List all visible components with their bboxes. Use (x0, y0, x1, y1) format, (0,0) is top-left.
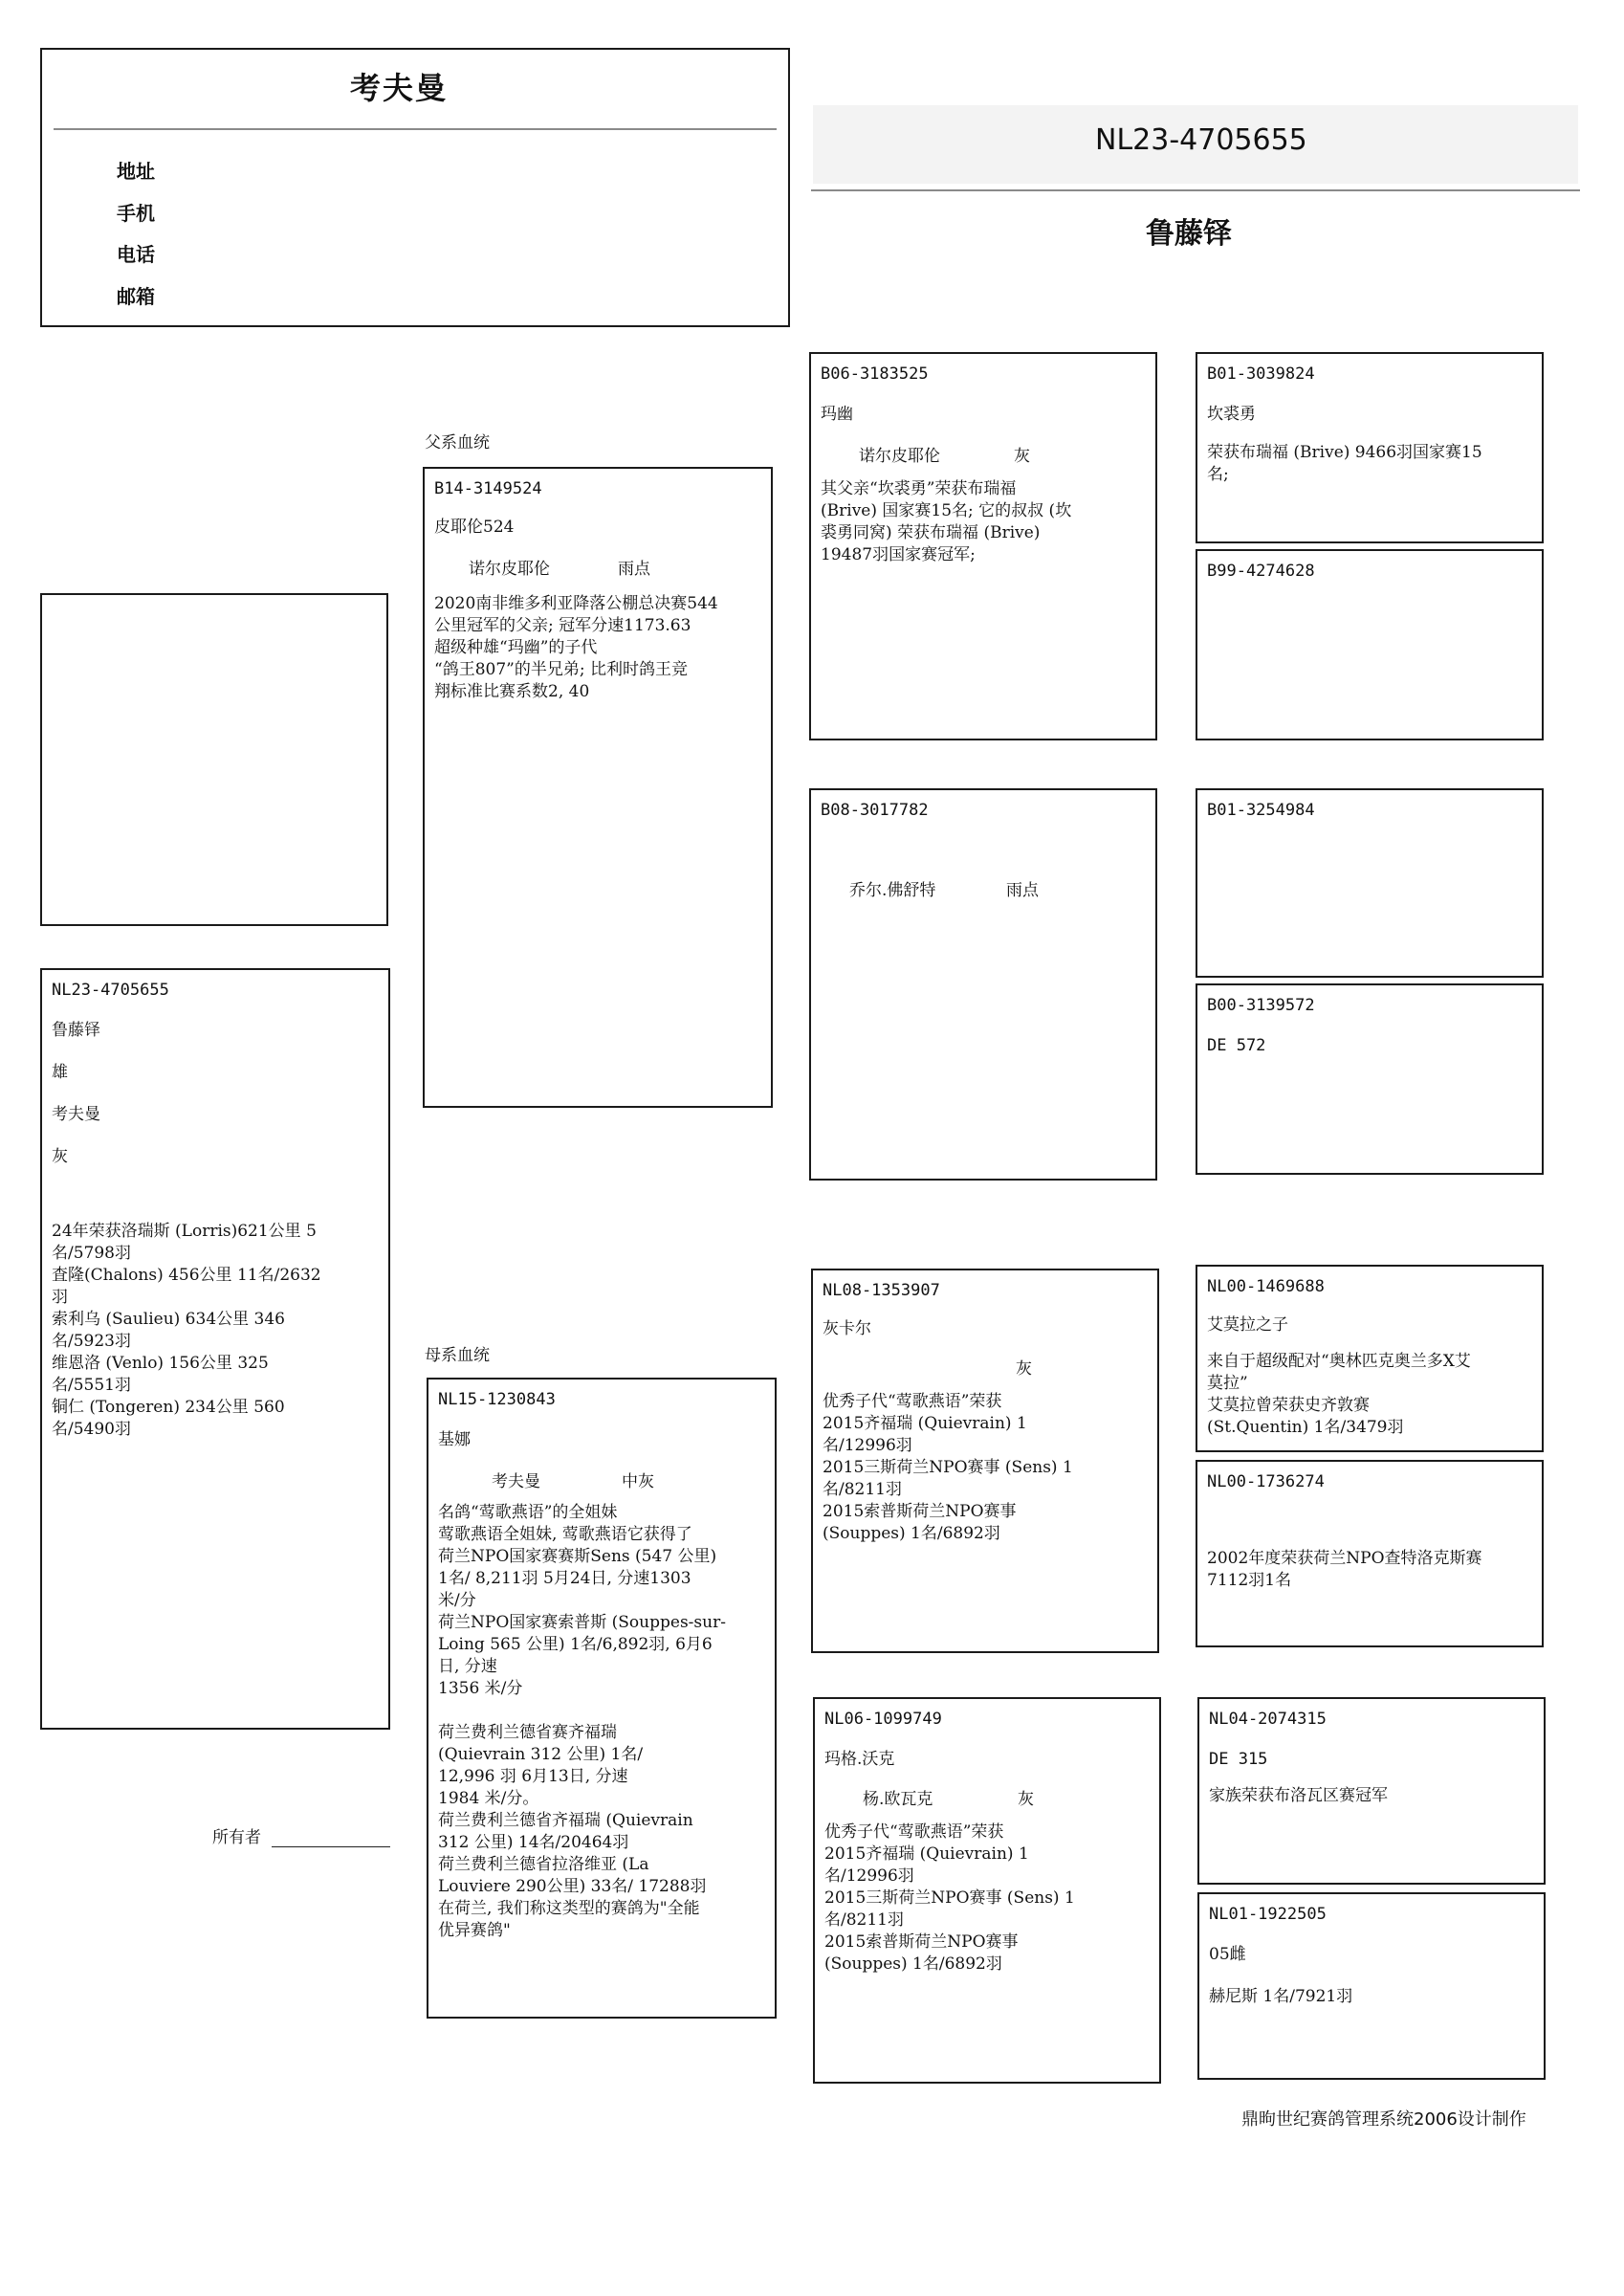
sd-card (809, 788, 1157, 1181)
mobile-label: 手机 (117, 202, 155, 225)
dds-notes: 家族荣获布洛瓦区赛冠军 (1209, 1786, 1388, 1805)
sds-ring: B01-3254984 (1207, 801, 1315, 820)
ss-line: 诺尔皮耶伦 (859, 447, 940, 466)
sire-name: 皮耶伦524 (434, 518, 515, 537)
ds-color: 灰 (1016, 1359, 1032, 1379)
sss-name: 坎裘勇 (1207, 405, 1256, 424)
dd-name: 玛格.沃克 (824, 1750, 895, 1769)
subject-color: 灰 (52, 1147, 68, 1166)
dd-card (813, 1697, 1161, 2084)
dd-ring: NL06-1099749 (824, 1710, 942, 1729)
ds-name: 灰卡尔 (823, 1319, 871, 1338)
subject-sex: 雄 (52, 1063, 68, 1082)
address-label: 地址 (117, 160, 155, 183)
ss-color: 灰 (1014, 447, 1030, 466)
sire-card (423, 467, 773, 1108)
ddd-ring: NL01-1922505 (1209, 1905, 1327, 1924)
header-name: 鲁藤铎 (1146, 217, 1232, 251)
ssd-card (1196, 549, 1544, 740)
dss-card (1196, 1265, 1544, 1452)
subject-ring: NL23-4705655 (52, 981, 169, 1000)
dd-line: 杨.欧瓦克 (863, 1790, 933, 1809)
owner-card-name: 考夫曼 (350, 70, 449, 106)
ddd-card (1197, 1892, 1546, 2080)
ssd-ring: B99-4274628 (1207, 562, 1315, 581)
sire-notes: 2020南非维多利亚降落公棚总决赛544 公里冠军的父亲; 冠军分速1173.63 超级种雄“玛幽”的子代 “鸽王807”的半兄弟; 比利时鸽王竞 翔标准比赛系数2, 40 (434, 594, 718, 701)
sdd-ring: B00-3139572 (1207, 996, 1315, 1015)
sd-ring: B08-3017782 (821, 801, 929, 820)
photo-frame (40, 593, 388, 926)
owner-card (40, 48, 790, 327)
email-label: 邮箱 (117, 285, 155, 308)
dsd-card (1196, 1460, 1544, 1647)
dds-name: DE 315 (1209, 1750, 1268, 1769)
ds-notes: 优秀子代“莺歌燕语”荣获 2015齐福瑞 (Quievrain) 1 名/12996羽 2015三斯荷兰NPO赛事 (Sens) 1 名/8211羽 2015索普斯荷兰NPO赛事 (Souppes) 1名/6892羽 (823, 1392, 1073, 1543)
phone-label: 电话 (117, 243, 155, 266)
sss-card (1196, 352, 1544, 543)
owner-label: 所有者 (212, 1828, 261, 1847)
ddd-name: 05雌 (1209, 1945, 1246, 1964)
subject-name: 鲁藤铎 (52, 1021, 100, 1040)
ss-name: 玛幽 (821, 405, 853, 424)
ds-card (811, 1269, 1159, 1653)
header-ring: NL23-4705655 (1095, 123, 1307, 157)
dam-color: 中灰 (622, 1472, 654, 1491)
dsd-ring: NL00-1736274 (1207, 1472, 1325, 1491)
ss-notes: 其父亲“坎裘勇”荣获布瑞福 (Brive) 国家赛15名; 它的叔叔 (坎 裘勇同窝) 荣获布瑞福 (Brive) 19487羽国家赛冠军; (821, 479, 1072, 564)
dsd-notes: 2002年度荣获荷兰NPO查特洛克斯赛 7112羽1名 (1207, 1549, 1482, 1590)
dd-notes: 优秀子代“莺歌燕语”荣获 2015齐福瑞 (Quievrain) 1 名/12996羽 2015三斯荷兰NPO赛事 (Sens) 1 名/8211羽 2015索普斯荷兰NPO赛事 (Souppes) 1名/6892羽 (824, 1822, 1075, 1974)
dam-line: 考夫曼 (492, 1472, 540, 1491)
subject-results: 24年荣获洛瑞斯 (Lorris)621公里 5 名/5798羽 査隆(Chalons) 456公里 11名/2632 羽 索利乌 (Saulieu) 634公里 346 名/5923羽 维恩洛 (Venlo) 156公里 325 名/5551羽 铜仁 (Tongeren) 234公里 560 名/5490羽 (52, 1222, 321, 1439)
dds-card (1197, 1697, 1546, 1885)
dss-notes: 来自于超级配对“奥林匹克奥兰多X艾 莫拉” 艾莫拉曾荣获史齐敦赛 (St.Quentin) 1名/3479羽 (1207, 1352, 1471, 1437)
dam-notes: 名鸽“莺歌燕语”的全姐妹 莺歌燕语全姐妹, 莺歌燕语它获得了 荷兰NPO国家赛赛斯Sens (547 公里) 1名/ 8,211羽 5月24日, 分速1303 米/分 荷兰NPO国家赛索普斯 (Souppes-sur- Loing 565 公里) 1名/6,892羽, 6月6 日, 分速 1356 米/分 荷兰费利兰德省赛齐福瑞 (Quievrain 312 公里) 1名/ 12,996 羽 6月13日, 分速 1984 米/分。 荷兰费利兰德省齐福瑞 (Quievrain 312 公里) 14名/20464羽 荷兰费利兰德省拉洛维亚 (La Louviere 290公里) 33名/ 17288羽 在荷兰, 我们称这类型的赛鸽为"全能 优异赛鸽" (438, 1503, 726, 1940)
sd-color: 雨点 (1006, 881, 1039, 900)
footer-credit: 鼎昫世纪赛鸽管理系统2006设计制作 (1241, 2109, 1526, 2130)
dam-name: 基娜 (438, 1430, 471, 1449)
dam-ring: NL15-1230843 (438, 1390, 556, 1409)
ss-card (809, 352, 1157, 740)
dds-ring: NL04-2074315 (1209, 1710, 1327, 1729)
sds-card (1196, 788, 1544, 978)
dss-name: 艾莫拉之子 (1207, 1315, 1288, 1335)
sdd-notes: DE 572 (1207, 1036, 1266, 1055)
sss-notes: 荣获布瑞福 (Brive) 9466羽国家赛15 名; (1207, 443, 1482, 484)
maternal-label: 母系血统 (425, 1346, 490, 1365)
ddd-notes: 赫尼斯 1名/7921羽 (1209, 1987, 1353, 2006)
paternal-label: 父系血统 (425, 433, 490, 453)
subject-card (40, 968, 390, 1730)
subject-breeder: 考夫曼 (52, 1105, 100, 1124)
sire-ring: B14-3149524 (434, 479, 542, 498)
sire-color: 雨点 (618, 560, 650, 579)
owner-signature-line (272, 1846, 390, 1847)
sdd-card (1196, 983, 1544, 1175)
dam-card (427, 1378, 777, 2019)
ss-ring: B06-3183525 (821, 364, 929, 384)
owner-card-divider (54, 128, 777, 130)
dss-ring: NL00-1469688 (1207, 1277, 1325, 1296)
sire-line: 诺尔皮耶伦 (469, 560, 550, 579)
dd-color: 灰 (1018, 1790, 1034, 1809)
ds-ring: NL08-1353907 (823, 1281, 940, 1300)
header-divider (811, 189, 1580, 191)
sss-ring: B01-3039824 (1207, 364, 1315, 384)
sd-line: 乔尔.佛舒特 (849, 881, 936, 900)
